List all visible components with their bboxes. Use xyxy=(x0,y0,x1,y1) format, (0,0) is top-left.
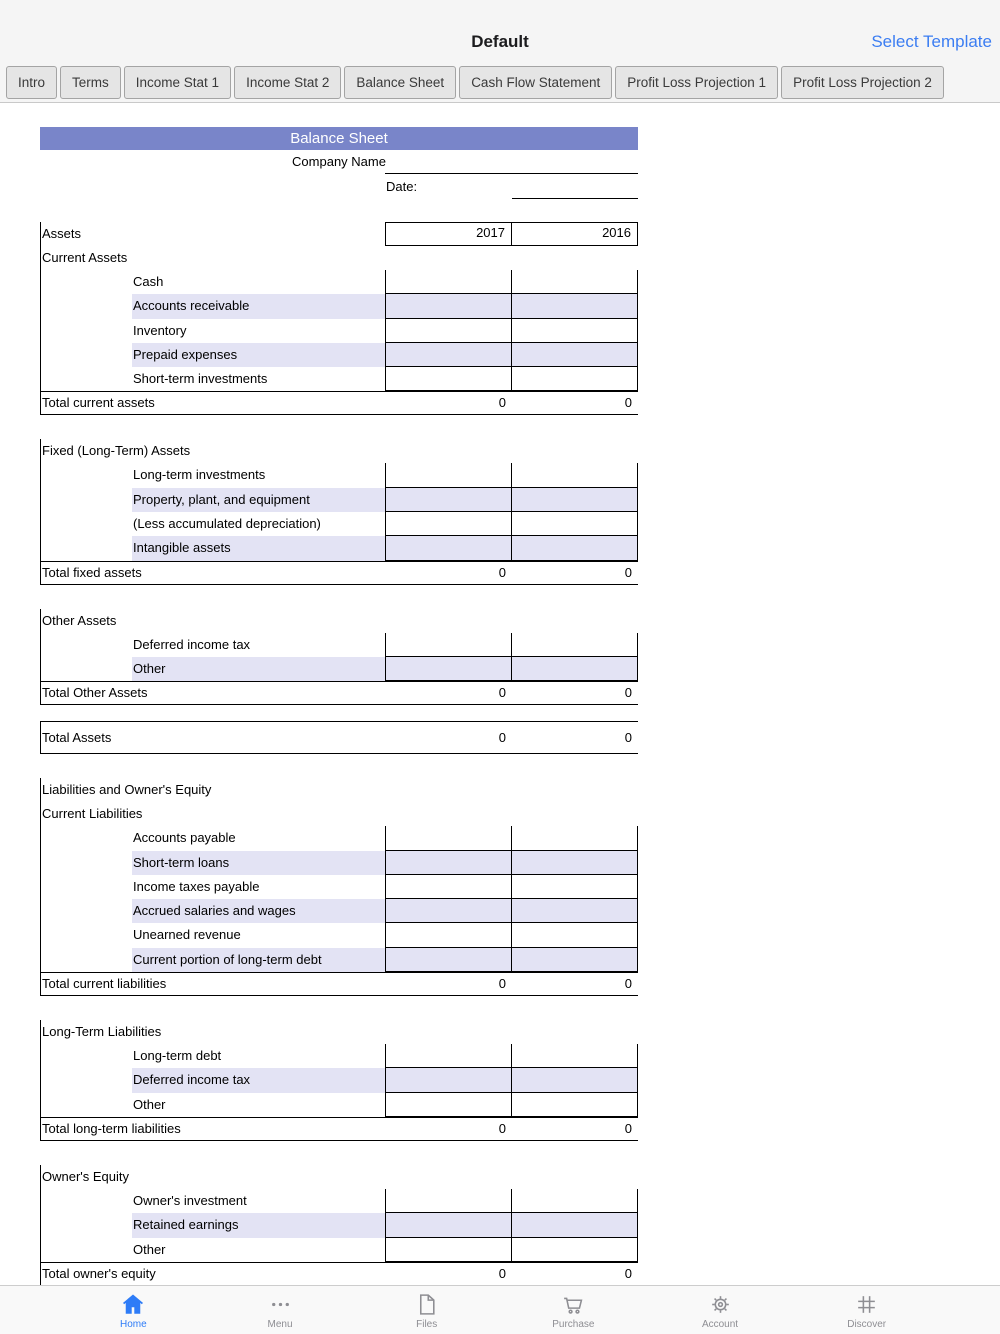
spreadsheet-cell[interactable] xyxy=(385,1068,512,1092)
total-label: Total current liabilities xyxy=(42,976,167,992)
row-indent-spacer xyxy=(41,948,132,972)
item-row xyxy=(41,1044,638,1068)
spreadsheet-cell[interactable] xyxy=(512,657,638,681)
item-label: Prepaid expenses xyxy=(132,343,385,367)
item-label: Other xyxy=(133,1241,166,1257)
spreadsheet-cell[interactable] xyxy=(385,343,512,367)
document-icon xyxy=(414,1291,439,1318)
row-indent-spacer xyxy=(41,270,132,294)
group-current-assets xyxy=(40,246,638,415)
item-row xyxy=(41,1068,638,1092)
section-heading: Liabilities and Owner's Equity xyxy=(42,782,212,798)
spreadsheet-cell[interactable] xyxy=(512,875,638,899)
spreadsheet-cell[interactable] xyxy=(385,1044,512,1068)
row-indent-spacer xyxy=(41,536,132,560)
group-heading: Current Assets xyxy=(42,250,128,265)
assets-heading: Assets xyxy=(42,226,82,241)
item-row xyxy=(41,1238,638,1262)
item-row xyxy=(41,512,638,536)
row-indent-spacer xyxy=(41,1093,132,1117)
cart-icon xyxy=(561,1291,586,1318)
row-indent-spacer xyxy=(41,633,132,657)
item-row xyxy=(41,1093,638,1117)
item-label: Accounts receivable xyxy=(132,294,385,318)
item-label: Long-term investments xyxy=(133,467,266,483)
spreadsheet-cell[interactable] xyxy=(385,657,512,681)
item-label: Cash xyxy=(133,274,164,289)
row-indent-spacer xyxy=(41,1068,132,1092)
total-row-total-owner-s-equity xyxy=(41,1262,638,1285)
row-indent-spacer xyxy=(41,343,132,367)
nav-item-label: Discover xyxy=(847,1318,887,1330)
group-owner-s-equity xyxy=(40,1165,638,1285)
nav-item-label: Account xyxy=(701,1318,739,1330)
item-row xyxy=(41,343,638,367)
group-heading: Owner's Equity xyxy=(42,1168,130,1184)
total-row-total-long-term-liabilities xyxy=(41,1117,638,1141)
nav-item-account[interactable] xyxy=(647,1286,794,1334)
item-label: Retained earnings xyxy=(132,1213,385,1237)
total-value[interactable]: 0 xyxy=(624,1265,632,1281)
row-indent-spacer xyxy=(41,1044,132,1068)
spreadsheet-cell[interactable] xyxy=(385,1093,512,1117)
total-value[interactable]: 0 xyxy=(624,730,632,746)
grid-icon xyxy=(854,1291,879,1318)
item-label: Deferred income tax xyxy=(133,636,251,652)
spreadsheet-cell[interactable] xyxy=(385,948,512,972)
tab-balance-sheet[interactable]: Balance Sheet xyxy=(344,66,456,99)
item-label: Property, plant, and equipment xyxy=(132,488,385,512)
gear-icon xyxy=(708,1291,733,1318)
spreadsheet-cell[interactable] xyxy=(512,463,638,487)
row-indent-spacer xyxy=(41,851,132,875)
row-indent-spacer xyxy=(41,899,132,923)
group-heading: Long-Term Liabilities xyxy=(42,1024,162,1040)
spreadsheet-cell[interactable] xyxy=(385,463,512,487)
spreadsheet-cell[interactable] xyxy=(512,367,638,391)
spreadsheet-cell[interactable] xyxy=(385,1213,512,1237)
spreadsheet-cell[interactable] xyxy=(512,1068,638,1092)
nav-item-home[interactable] xyxy=(60,1286,207,1334)
item-row xyxy=(41,826,638,850)
item-label: (Less accumulated depreciation) xyxy=(133,516,321,532)
tab-intro[interactable]: Intro xyxy=(6,66,57,99)
spreadsheet-cell[interactable] xyxy=(512,488,638,512)
spreadsheet-cell[interactable] xyxy=(385,1238,512,1262)
spreadsheet-cell[interactable] xyxy=(512,294,638,318)
spreadsheet-cell[interactable] xyxy=(385,633,512,657)
nav-item-discover[interactable] xyxy=(793,1286,940,1334)
item-label: Short-term loans xyxy=(132,851,385,875)
nav-item-label: Home xyxy=(119,1318,147,1330)
ellipsis-icon xyxy=(268,1291,293,1318)
sheet-title: Balance Sheet xyxy=(40,127,638,150)
nav-item-menu[interactable] xyxy=(207,1286,354,1334)
spreadsheet-cell[interactable] xyxy=(385,899,512,923)
nav-item-label: Menu xyxy=(267,1318,293,1330)
spreadsheet-cell[interactable] xyxy=(385,851,512,875)
item-label: Current portion of long-term debt xyxy=(132,948,385,972)
item-label: Accounts payable xyxy=(133,830,236,846)
group-heading: Other Assets xyxy=(42,612,117,628)
total-value[interactable]: 0 xyxy=(624,564,632,580)
item-row xyxy=(41,367,638,391)
spreadsheet-cell[interactable] xyxy=(512,851,638,875)
row-indent-spacer xyxy=(41,826,132,850)
row-indent-spacer xyxy=(41,657,132,681)
tab-profit-loss-projection-2[interactable]: Profit Loss Projection 2 xyxy=(781,66,944,99)
nav-item-label: Purchase xyxy=(552,1318,595,1330)
spreadsheet-cell[interactable] xyxy=(512,948,638,972)
group-current-liabilities xyxy=(40,778,638,996)
years-header-row xyxy=(40,222,638,246)
spreadsheet-cell[interactable] xyxy=(512,319,638,343)
total-label: Total fixed assets xyxy=(42,564,142,580)
sheet-groups xyxy=(40,246,638,1285)
page-title: Default xyxy=(471,32,529,51)
sheet-tab-bar xyxy=(0,62,1000,103)
spreadsheet-cell[interactable] xyxy=(512,1213,638,1237)
spreadsheet-cell[interactable] xyxy=(385,294,512,318)
row-indent-spacer xyxy=(41,923,132,947)
nav-item-label: Files xyxy=(416,1318,438,1330)
balance-sheet xyxy=(40,127,638,1285)
item-label: Owner's investment xyxy=(133,1192,247,1208)
item-row xyxy=(41,463,638,487)
company-name-cell[interactable]: Company Name xyxy=(292,154,386,169)
total-row-total-fixed-assets xyxy=(41,561,638,585)
group-fixed-long-term-assets xyxy=(40,439,638,584)
row-indent-spacer xyxy=(41,1238,132,1262)
item-row xyxy=(41,633,638,657)
item-label: Long-term debt xyxy=(133,1048,222,1064)
select-template-button[interactable]: Select Template xyxy=(871,32,992,51)
item-row xyxy=(41,1213,638,1237)
item-label: Accrued salaries and wages xyxy=(132,899,385,923)
spreadsheet-cell[interactable] xyxy=(512,826,638,850)
item-row xyxy=(41,923,638,947)
spreadsheet-cell[interactable] xyxy=(385,923,512,947)
spreadsheet-cell[interactable] xyxy=(385,319,512,343)
bottom-navigation xyxy=(0,1285,1000,1334)
item-label: Other xyxy=(133,1096,166,1112)
row-indent-spacer xyxy=(41,1189,132,1213)
spreadsheet-cell[interactable] xyxy=(385,826,512,850)
item-label: Deferred income tax xyxy=(132,1068,385,1092)
tab-profit-loss-projection-1[interactable]: Profit Loss Projection 1 xyxy=(615,66,778,99)
year-column-header-2016[interactable]: 2016 xyxy=(512,222,638,246)
row-indent-spacer xyxy=(41,875,132,899)
spreadsheet-cell[interactable] xyxy=(385,488,512,512)
item-row xyxy=(41,270,638,294)
total-value[interactable]: 0 xyxy=(624,976,632,992)
total-label: Total current assets xyxy=(42,395,155,411)
item-row xyxy=(41,536,638,560)
spreadsheet-cell[interactable] xyxy=(385,512,512,536)
spreadsheet-cell[interactable] xyxy=(385,1189,512,1213)
company-name-row xyxy=(40,150,638,174)
total-value[interactable]: 0 xyxy=(498,976,506,992)
tab-income-stat-1[interactable]: Income Stat 1 xyxy=(124,66,231,99)
item-label: Inventory xyxy=(133,322,187,338)
spreadsheet-cell[interactable] xyxy=(512,343,638,367)
item-row xyxy=(41,899,638,923)
year-column-header-2017[interactable]: 2017 xyxy=(385,222,512,246)
total-row-total-current-liabilities xyxy=(41,972,638,996)
total-row-total-assets xyxy=(40,721,638,754)
spreadsheet-cell[interactable] xyxy=(512,1238,638,1262)
item-row xyxy=(41,488,638,512)
spreadsheet-cell[interactable] xyxy=(512,1093,638,1117)
spreadsheet-cell[interactable] xyxy=(385,536,512,560)
date-row-spacer xyxy=(40,174,385,199)
date-label: Date: xyxy=(386,179,418,194)
item-row xyxy=(41,851,638,875)
total-value[interactable]: 0 xyxy=(498,564,506,580)
nav-item-files[interactable] xyxy=(353,1286,500,1334)
total-row-total-current-assets xyxy=(41,391,638,415)
nav-item-purchase[interactable] xyxy=(500,1286,647,1334)
total-label: Total long-term liabilities xyxy=(42,1120,181,1136)
total-value[interactable]: 0 xyxy=(498,730,506,746)
total-value[interactable]: 0 xyxy=(498,685,506,701)
date-row xyxy=(40,174,638,199)
row-indent-spacer xyxy=(41,1213,132,1237)
sheet-content xyxy=(0,103,1000,1285)
item-row xyxy=(41,1189,638,1213)
item-row xyxy=(41,294,638,318)
total-value[interactable]: 0 xyxy=(624,685,632,701)
row-indent-spacer xyxy=(41,367,132,391)
total-value[interactable]: 0 xyxy=(624,1120,632,1136)
row-indent-spacer xyxy=(41,319,132,343)
spreadsheet-cell[interactable] xyxy=(385,270,512,294)
total-label: Total Other Assets xyxy=(42,685,148,701)
company-name-underline xyxy=(385,173,638,174)
row-indent-spacer xyxy=(41,512,132,536)
group-heading: Current Liabilities xyxy=(42,806,143,822)
item-row xyxy=(41,875,638,899)
spreadsheet-cell[interactable] xyxy=(512,1189,638,1213)
item-label: Other xyxy=(132,657,385,681)
total-value[interactable]: 0 xyxy=(498,1265,506,1281)
top-bar xyxy=(0,0,1000,62)
row-indent-spacer xyxy=(41,294,132,318)
tab-income-stat-2[interactable]: Income Stat 2 xyxy=(234,66,341,99)
date-input-cell[interactable] xyxy=(512,174,638,199)
total-label: Total Assets xyxy=(42,730,112,746)
tab-cash-flow-statement[interactable]: Cash Flow Statement xyxy=(459,66,612,99)
spreadsheet-cell[interactable] xyxy=(385,367,512,391)
item-label: Short-term investments xyxy=(133,371,268,387)
item-label: Income taxes payable xyxy=(133,878,260,894)
item-label: Intangible assets xyxy=(132,536,385,560)
row-indent-spacer xyxy=(41,488,132,512)
item-label: Unearned revenue xyxy=(133,927,241,943)
group-long-term-liabilities xyxy=(40,1020,638,1141)
spreadsheet-cell[interactable] xyxy=(512,1044,638,1068)
total-value[interactable]: 0 xyxy=(498,395,506,411)
spreadsheet-cell[interactable] xyxy=(512,633,638,657)
row-indent-spacer xyxy=(41,463,132,487)
total-row-total-other-assets xyxy=(41,681,638,705)
total-value[interactable]: 0 xyxy=(624,395,632,411)
tab-terms[interactable]: Terms xyxy=(60,66,121,99)
total-value[interactable]: 0 xyxy=(498,1120,506,1136)
group-other-assets xyxy=(40,609,638,706)
spreadsheet-cell[interactable] xyxy=(512,270,638,294)
group-heading: Fixed (Long-Term) Assets xyxy=(42,443,191,459)
total-label: Total owner's equity xyxy=(42,1265,156,1281)
item-row xyxy=(41,319,638,343)
item-row xyxy=(41,948,638,972)
spreadsheet-cell[interactable] xyxy=(512,899,638,923)
item-row xyxy=(41,657,638,681)
home-icon xyxy=(120,1291,146,1318)
spreadsheet-cell[interactable] xyxy=(512,536,638,560)
spreadsheet-cell[interactable] xyxy=(512,923,638,947)
spreadsheet-cell[interactable] xyxy=(512,512,638,536)
spreadsheet-cell[interactable] xyxy=(385,875,512,899)
